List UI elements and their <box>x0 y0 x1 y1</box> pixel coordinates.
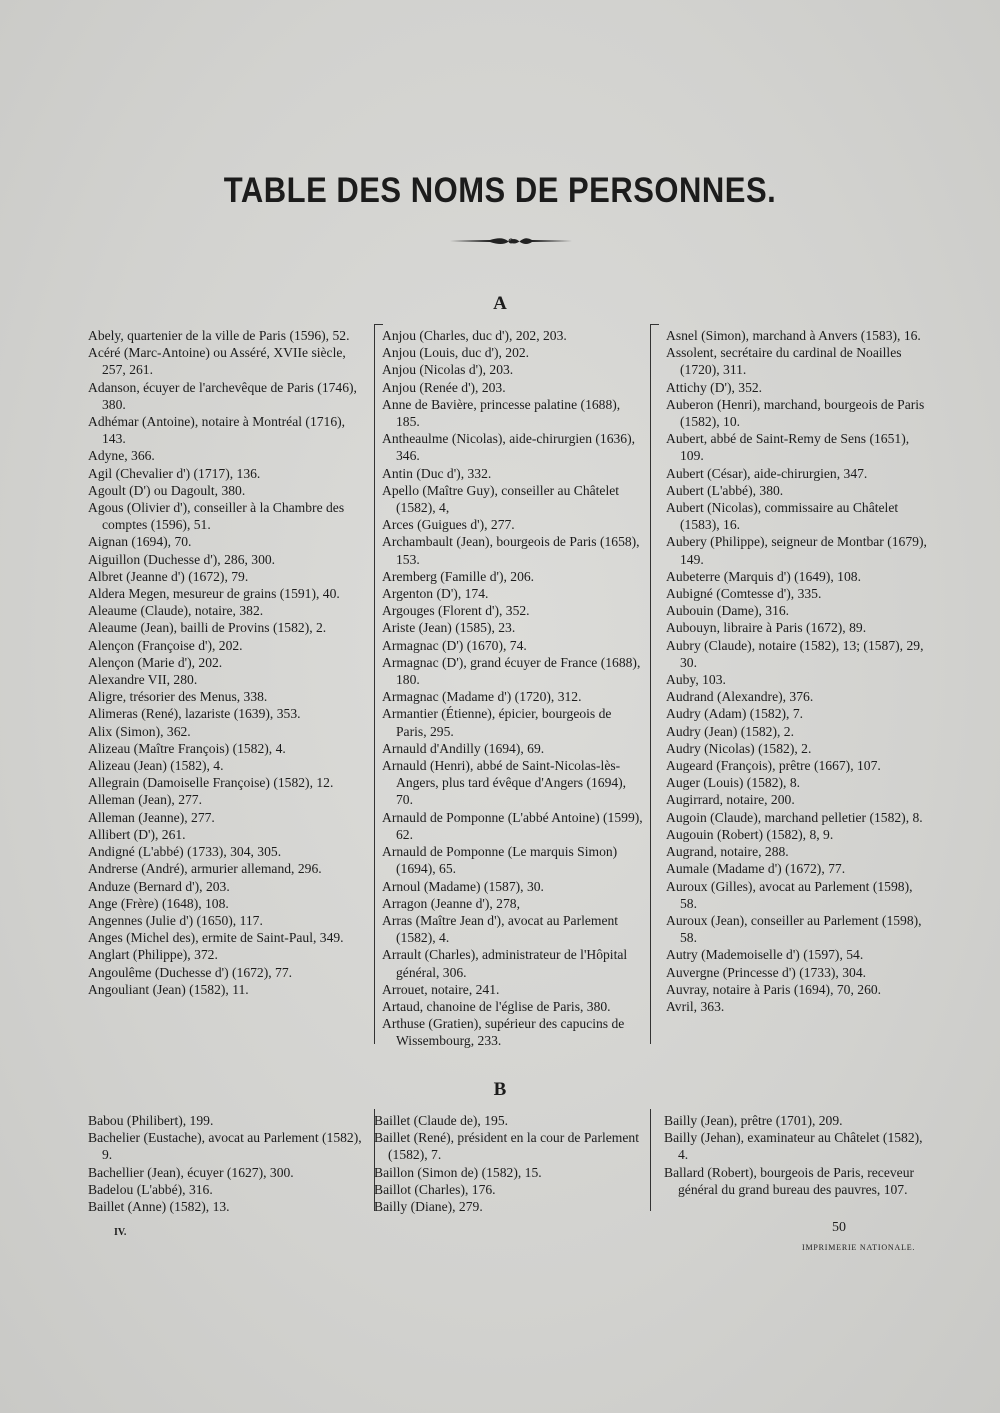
index-entry: Arnoul (Madame) (1587), 30. <box>382 878 544 894</box>
index-entry: Arces (Guigues d'), 277. <box>382 517 515 533</box>
index-entry: Anne de Bavière, princesse palatine (1688), 185. <box>382 396 621 430</box>
index-column-b3 <box>664 1112 928 1198</box>
index-entry: Bailly (Jean), prêtre (1701), 209. <box>664 1113 843 1128</box>
index-entry: Auroux (Gilles), avocat au Parlement (1598), 58. <box>666 878 913 911</box>
index-entry: Apello (Maître Guy), conseiller au Châtelet (1582), 4, <box>382 482 620 516</box>
index-entry: Angouliant (Jean) (1582), 11. <box>88 981 249 997</box>
index-entry: Augirrard, notaire, 200. <box>666 792 795 808</box>
index-entry: Alençon (Françoise d'), 202. <box>88 637 243 653</box>
index-entry: Anjou (Renée d'), 203. <box>382 379 506 395</box>
index-entry: Arthuse (Gratien), supérieur des capucins de Wissembourg, 233. <box>382 1016 625 1049</box>
index-entry: Arragon (Jeanne d'), 278, <box>382 895 520 911</box>
index-entry: Avril, 363. <box>666 998 725 1014</box>
index-entry: Baillot (Charles), 176. <box>374 1181 496 1197</box>
section-letter-a: A <box>493 293 507 314</box>
index-entry: Auvray, notaire à Paris (1694), 70, 260. <box>666 981 882 997</box>
index-entry: Arnauld de Pomponne (L'abbé Antoine) (1599), 62. <box>382 809 643 842</box>
index-entry: Autry (Mademoiselle d') (1597), 54. <box>666 947 864 963</box>
index-entry: Anjou (Charles, duc d'), 202, 203. <box>382 328 567 343</box>
column-rule-cap <box>650 324 659 325</box>
index-entry: Anglart (Philippe), 372. <box>88 947 218 963</box>
index-entry: Aubouyn, libraire à Paris (1672), 89. <box>666 620 867 636</box>
index-entry: Angoulême (Duchesse d') (1672), 77. <box>88 964 293 980</box>
index-entry: Augrand, notaire, 288. <box>666 844 789 860</box>
index-entry: Auroux (Jean), conseiller au Parlement (1598), 58. <box>666 912 922 946</box>
index-entry: Adanson, écuyer de l'archevêque de Paris (1746), 380. <box>88 379 357 412</box>
index-entry: Anjou (Louis, duc d'), 202. <box>382 345 530 361</box>
index-entry: Baillet (Claude de), 195. <box>374 1113 509 1128</box>
index-entry: Agous (Olivier d'), conseiller à la Chambre des comptes (1596), 51. <box>88 500 345 533</box>
index-entry: Alleman (Jean), 277. <box>88 792 203 808</box>
index-entry: Auvergne (Princesse d') (1733), 304. <box>666 964 867 980</box>
printer-imprint: IMPRIMERIE NATIONALE. <box>802 1243 916 1252</box>
index-entry: Aleaume (Claude), notaire, 382. <box>88 603 264 619</box>
column-rule <box>650 1109 651 1211</box>
index-entry: Armagnac (D') (1670), 74. <box>382 637 527 653</box>
index-entry: Archambault (Jean), bourgeois de Paris (1658), 153. <box>382 534 640 567</box>
column-rule <box>650 324 651 1044</box>
signature-mark: IV. <box>114 1227 127 1238</box>
index-entry: Assolent, secrétaire du cardinal de Noailles (1720), 311. <box>666 345 902 378</box>
column-rule <box>374 324 375 1044</box>
index-entry: Aiguillon (Duchesse d'), 286, 300. <box>88 551 276 567</box>
index-entry: Auby, 103. <box>666 672 726 688</box>
index-entry: Anges (Michel des), ermite de Saint-Paul, 349. <box>88 930 344 946</box>
index-entry: Andrerse (André), armurier allemand, 296. <box>88 861 322 877</box>
index-entry: Arras (Maître Jean d'), avocat au Parlement (1582), 4. <box>382 912 619 946</box>
index-entry: Aremberg (Famille d'), 206. <box>382 568 535 584</box>
index-entry: Asnel (Simon), marchand à Anvers (1583), 16. <box>666 328 921 343</box>
index-entry: Alexandre VII, 280. <box>88 672 198 688</box>
index-entry: Augouin (Robert) (1582), 8, 9. <box>666 826 834 842</box>
index-entry: Attichy (D'), 352. <box>666 379 763 395</box>
index-entry: Aubert (César), aide-chirurgien, 347. <box>666 465 868 481</box>
index-entry: Alimeras (René), lazariste (1639), 353. <box>88 706 301 722</box>
index-entry: Aubry (Claude), notaire (1582), 13; (1587), 29, 30. <box>666 637 924 670</box>
index-entry: Acéré (Marc-Antoine) ou Asséré, XVIIe siècle, 257, 261. <box>88 345 346 378</box>
index-column-b2 <box>374 1112 644 1215</box>
index-column-a3 <box>666 327 928 1015</box>
index-entry: Augoin (Claude), marchand pelletier (1582), 8. <box>666 809 923 825</box>
index-entry: Babou (Philibert), 199. <box>88 1113 214 1128</box>
index-entry: Anduze (Bernard d'), 203. <box>88 878 230 894</box>
index-entry: Aubeterre (Marquis d') (1649), 108. <box>666 568 861 584</box>
index-entry: Armagnac (Madame d') (1720), 312. <box>382 689 582 705</box>
index-entry: Bailly (Jehan), examinateur au Châtelet (1582), 4. <box>664 1130 923 1163</box>
index-entry: Allibert (D'), 261. <box>88 826 186 842</box>
index-entry: Aignan (1694), 70. <box>88 534 192 550</box>
sheet-number: 50 <box>832 1220 846 1235</box>
index-entry: Bachelier (Eustache), avocat au Parlement (1582), 9. <box>88 1130 362 1163</box>
index-entry: Antheaulme (Nicolas), aide-chirurgien (1636), 346. <box>382 431 636 464</box>
index-entry: Angennes (Julie d') (1650), 117. <box>88 912 263 928</box>
index-entry: Audrand (Alexandre), 376. <box>666 689 814 705</box>
index-column-a2 <box>382 327 644 1050</box>
index-entry: Ange (Frère) (1648), 108. <box>88 895 229 911</box>
title-ornament <box>450 234 572 248</box>
index-entry: Allegrain (Damoiselle Françoise) (1582), 12. <box>88 775 334 791</box>
index-entry: Argenton (D'), 174. <box>382 586 489 602</box>
index-entry: Antin (Duc d'), 332. <box>382 465 492 481</box>
index-entry: Andigné (L'abbé) (1733), 304, 305. <box>88 844 282 860</box>
index-entry: Alix (Simon), 362. <box>88 723 191 739</box>
index-entry: Aubert, abbé de Saint-Remy de Sens (1651), 109. <box>666 431 910 464</box>
index-entry: Aldera Megen, mesureur de grains (1591), 40. <box>88 586 340 602</box>
index-entry: Arnauld (Henri), abbé de Saint-Nicolas-lès-Angers, plus tard évêque d'Angers (1694), 70. <box>382 758 627 808</box>
index-entry: Alleman (Jeanne), 277. <box>88 809 215 825</box>
index-entry: Aligre, trésorier des Menus, 338. <box>88 689 268 705</box>
index-entry: Agoult (D') ou Dagoult, 380. <box>88 482 246 498</box>
index-entry: Aumale (Madame d') (1672), 77. <box>666 861 846 877</box>
index-entry: Baillon (Simon de) (1582), 15. <box>374 1164 542 1180</box>
index-entry: Ballard (Robert), bourgeois de Paris, receveur général du grand bureau des pauvres, 107. <box>664 1164 915 1197</box>
index-entry: Aubert (Nicolas), commissaire au Châtelet (1583), 16. <box>666 500 899 533</box>
section-letter-b: B <box>493 1079 507 1100</box>
index-entry: Adhémar (Antoine), notaire à Montréal (1716), 143. <box>88 414 346 447</box>
index-entry: Bailly (Diane), 279. <box>374 1199 483 1215</box>
index-entry: Ariste (Jean) (1585), 23. <box>382 620 516 636</box>
index-entry: Albret (Jeanne d') (1672), 79. <box>88 568 249 584</box>
index-entry: Audry (Adam) (1582), 7. <box>666 706 804 722</box>
index-entry: Baillet (Anne) (1582), 13. <box>88 1199 230 1215</box>
page-title: TABLE DES NOMS DE PERSONNES. <box>223 170 777 211</box>
index-entry: Aubigné (Comtesse d'), 335. <box>666 586 822 602</box>
column-rule-cap <box>374 324 383 325</box>
index-entry: Alizeau (Jean) (1582), 4. <box>88 758 224 774</box>
index-entry: Alizeau (Maître François) (1582), 4. <box>88 740 286 756</box>
index-entry: Arnauld de Pomponne (Le marquis Simon) (1694), 65. <box>382 844 618 877</box>
index-entry: Badelou (L'abbé), 316. <box>88 1181 213 1197</box>
index-entry: Augeard (François), prêtre (1667), 107. <box>666 758 881 774</box>
index-entry: Agil (Chevalier d') (1717), 136. <box>88 465 261 481</box>
index-column-b1 <box>88 1112 364 1215</box>
index-entry: Auger (Louis) (1582), 8. <box>666 775 801 791</box>
index-entry: Alençon (Marie d'), 202. <box>88 654 223 670</box>
index-entry: Armagnac (D'), grand écuyer de France (1688), 180. <box>382 654 641 688</box>
index-entry: Armantier (Étienne), épicier, bourgeois de Paris, 295. <box>382 706 612 739</box>
index-entry: Aubouin (Dame), 316. <box>666 603 790 619</box>
index-entry: Bachellier (Jean), écuyer (1627), 300. <box>88 1164 294 1180</box>
index-entry: Adyne, 366. <box>88 448 155 464</box>
index-entry: Arrouet, notaire, 241. <box>382 981 500 997</box>
index-entry: Audry (Jean) (1582), 2. <box>666 723 794 739</box>
index-entry: Abely, quartenier de la ville de Paris (1596), 52. <box>88 328 350 343</box>
index-entry: Arnauld d'Andilly (1694), 69. <box>382 740 545 756</box>
index-entry: Aleaume (Jean), bailli de Provins (1582), 2. <box>88 620 327 636</box>
index-entry: Baillet (René), président en la cour de Parlement (1582), 7. <box>374 1130 639 1163</box>
index-entry: Aubert (L'abbé), 380. <box>666 482 784 498</box>
index-entry: Aubery (Philippe), seigneur de Montbar (1679), 149. <box>666 534 927 567</box>
index-entry: Audry (Nicolas) (1582), 2. <box>666 740 812 756</box>
index-column-a1 <box>88 327 364 998</box>
index-entry: Artaud, chanoine de l'église de Paris, 380. <box>382 998 611 1014</box>
index-entry: Argouges (Florent d'), 352. <box>382 603 530 619</box>
index-entry: Arrault (Charles), administrateur de l'Hôpital général, 306. <box>382 947 628 980</box>
index-entry: Anjou (Nicolas d'), 203. <box>382 362 514 378</box>
index-entry: Auberon (Henri), marchand, bourgeois de Paris (1582), 10. <box>666 396 925 430</box>
